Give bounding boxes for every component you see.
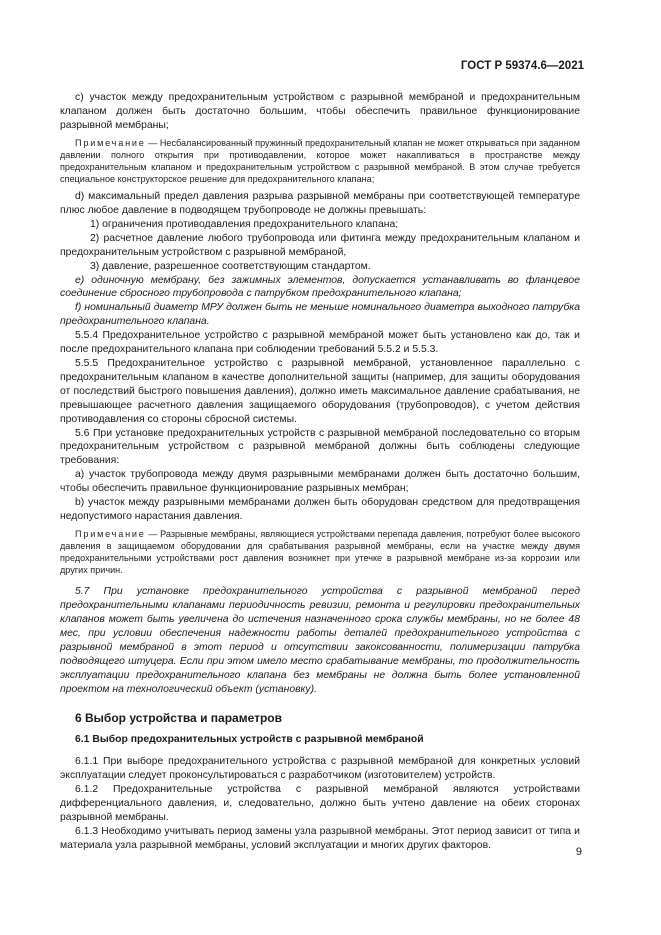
paragraph-6-1-1: 6.1.1 При выборе предохранительного устройства с разрывной мембраной для конкретных условий эксплуатации следует проконсультироваться с разработчиком (изготовителем) устройств. (60, 756, 580, 782)
paragraph-6-1-3: 6.1.3 Необходимо учитывать период замены узла разрывной мембраны. Этот период зависит от типа и материала узла разрывной мембраны, условий эксплуатации и многих других факторов. (60, 825, 580, 851)
paragraph-5-6: 5.6 При установке предохранительных устройств с разрывной мембраной последовательно со вторым предохранительным устройством с разрывной мембраной должны быть соблюдены следующие требования: (60, 427, 580, 467)
paragraph-d-1: 1) ограничения противодавления предохранительного клапана; (90, 218, 399, 230)
note-2-label: Примечание (75, 528, 146, 539)
paragraph-e: e) одиночную мембрану, без зажимных элементов, допускается устанавливать во фланцевое соединение сбросного трубопровода с патрубком предохранительного клапана; (60, 274, 580, 300)
paragraph-c: c) участок между предохранительным устройством с разрывной мембраной и предохранительным клапаном должен быть достаточно большим, чтобы обеспечить правильное функционирование разрывной мембраны; (60, 92, 580, 131)
paragraph-d: d) максимальный предел давления разрыва разрывной мембраны при соответствующей температуре плюс любое давление в подводящем трубопроводе не должны превышать: (60, 191, 580, 216)
document-body (60, 91, 580, 853)
note-2 (60, 528, 580, 576)
paragraph-d-2: 2) расчетное давление любого трубопровода или фитинга между предохранительным клапаном и предохранительным устройством с разрывной мембраной, (60, 232, 580, 258)
paragraph-6-1-2: 6.1.2 Предохранительные устройства с разрывной мембраной являются устройствами дифференциального давления, и, следовательно, должно быть учтено давление на обеих сторонах разрывной мембраны. (60, 784, 580, 823)
paragraph-f: f) номинальный диаметр МРУ должен быть не меньше номинального диаметра выходного патрубка предохранительного клапана. (60, 302, 580, 328)
paragraph-5-6-b: b) участок между разрывными мембранами должен быть оборудован средством для предотвращения недопустимого нарастания давления. (60, 497, 580, 522)
subsection-heading-6-1: 6.1 Выбор предохранительных устройств с разрывной мембраной (75, 734, 424, 746)
note-1-label: Примечание (75, 137, 146, 148)
paragraph-5-5-5: 5.5.5 Предохранительное устройство с разрывной мембраной, установленное параллельно с предохранительным клапаном в качестве дополнительной защиты (например, для защиты оборудования от последствий быстрого повышения давления), должно иметь максимальное давление срабатывания, не превышающее расчетного давления защищаемого оборудования (трубопроводов), с учетом действия противодавления со стороны сбросной системы. (60, 357, 580, 425)
document-header: ГОСТ Р 59374.6—2021 (460, 60, 584, 72)
paragraph-5-7: 5.7 При установке предохранительного устройства с разрывной мембраной перед предохранительными клапанами периодичность ревизии, ремонта и регулировки предохранительных клапанов может быть увеличена до истечения назначенного срока службы мембраны, но не более 48 мес, при условии обеспечения надежности работы деталей предохранительного устройства с разрывной мембраной в этот период и отсутствии закоксованности, полимеризации патрубка подводящего штуцера. Если при этом имело место срабатывание мембраны, то продолжительность эксплуатации предохранительного клапана без мембраны не должна быть более установленной проектом на технологический объект (установку). (60, 586, 580, 695)
note-2-text: — Разрывные мембраны, являющиеся устройствами перепада давления, потребуют более высокого давления в защищаемом оборудовании для срабатывания разрывной мембраны, если на участке между двумя предохранительными устройствами рост давления возникнет при утечке в разрывной мембране из-за коррозии или других причин. (60, 528, 580, 576)
paragraph-5-6-a: a) участок трубопровода между двумя разрывными мембранами должен быть достаточно большим, чтобы обеспечить правильное функционирование разрывных мембран; (60, 469, 580, 495)
note-1-text: — Несбалансированный пружинный предохранительный клапан не может открываться при заданном давлении полного открытия при противодавлении, которое может накапливаться в пространстве между предохранительным клапаном и предохранительным устройством с разрывной мембраной. В этом случае требуется специальное конструкторское решение для предохранительного клапана; (60, 137, 580, 184)
section-heading-6: 6 Выбор устройства и параметров (75, 711, 283, 726)
paragraph-5-5-4: 5.5.4 Предохранительное устройство с разрывной мембраной может быть установлено как до, так и после предохранительного клапана при соблюдении требований 5.5.2 и 5.5.3. (60, 330, 580, 356)
paragraph-d-3: 3) давление, разрешенное соответствующим стандартом. (90, 260, 371, 272)
note-1 (60, 137, 580, 185)
page-number: 9 (575, 846, 582, 858)
